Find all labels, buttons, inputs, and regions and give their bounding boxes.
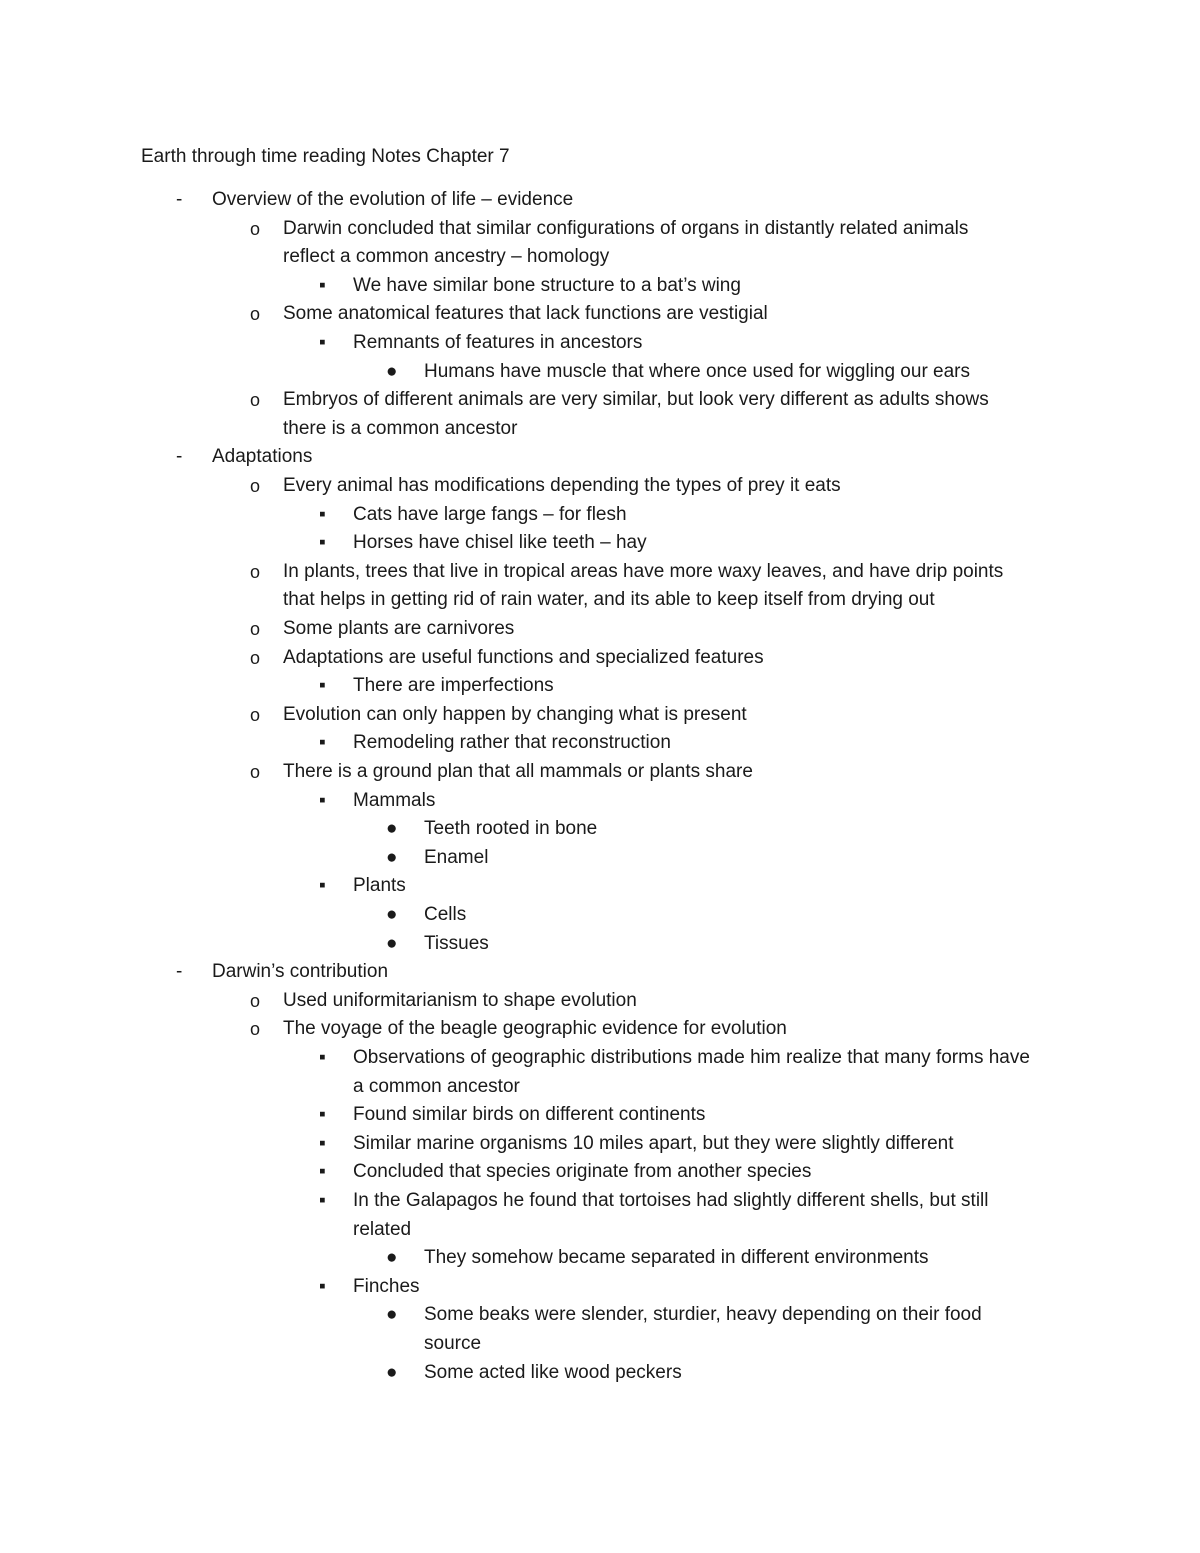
outline-text: Remodeling rather that reconstruction [353,732,671,754]
outline-text: Darwin concluded that similar configurations of organs in distantly related animals [283,217,969,239]
outline-item-level-4 [0,930,1200,958]
outline-text: Observations of geographic distributions made him realize that many forms have [353,1047,1030,1068]
outline-item-level-3 [0,787,1200,815]
outline-item-level-3 [0,1158,1200,1186]
outline-text: Enamel [424,846,489,868]
outline-text: The voyage of the beagle geographic evidence for evolution [283,1018,787,1040]
bullet-marker: ▪ [319,1047,326,1068]
outline-text: Concluded that species originate from another species [353,1161,812,1183]
outline-text: Remnants of features in ancestors [353,332,643,353]
outline-text: Found similar birds on different continents [353,1104,706,1126]
bullet-marker: - [176,961,183,983]
bullet-marker: o [250,390,261,411]
outline-text: Some anatomical features that lack functions are vestigial [283,303,768,325]
outline-text: source [424,1333,482,1354]
outline-item-level-3 [0,672,1200,700]
bullet-marker: o [250,561,261,582]
outline-line-continuation [0,415,1200,443]
bullet-marker: o [250,476,261,496]
outline-item-level-3 [0,872,1200,900]
outline-item-level-2 [0,644,1200,672]
outline-text: They somehow became separated in different environments [424,1247,929,1269]
bullet-marker: ▪ [319,789,326,811]
outline-item-level-4 [0,1359,1200,1387]
outline-text: Cells [424,904,467,925]
outline-text: Adaptations [212,446,313,468]
outline-text: Some acted like wood peckers [424,1361,682,1383]
outline-item-level-4 [0,1301,1200,1329]
outline-item-level-3 [0,1101,1200,1129]
outline-item-level-2 [0,558,1200,586]
bullet-marker: ▪ [319,732,326,754]
bullet-marker: ▪ [319,274,326,296]
bullet-marker: ● [386,1361,398,1383]
outline-item-level-2 [0,386,1200,414]
outline-item-level-2 [0,701,1200,729]
outline-item-level-2 [0,300,1200,328]
outline-item-level-4 [0,815,1200,843]
bullet-marker: ● [386,932,398,954]
outline-text: Evolution can only happen by changing what is present [283,703,747,725]
outline-item-level-3 [0,329,1200,357]
outline-item-level-2 [0,758,1200,786]
bullet-marker: ● [386,360,398,382]
outline-item-level-4 [0,358,1200,386]
outline-line-continuation [0,586,1200,614]
outline-item-level-2 [0,1015,1200,1043]
outline-text: Tissues [424,932,489,954]
outline-text: There is a ground plan that all mammals or plants share [283,761,753,782]
outline-item-level-3 [0,1273,1200,1301]
outline-line-continuation [0,1073,1200,1101]
outline-text: Teeth rooted in bone [424,818,598,840]
bullet-marker: o [250,762,261,782]
bullet-marker: ▪ [319,1275,326,1297]
outline-text: reflect a common ancestry – homology [283,246,610,268]
bullet-marker: o [250,218,261,239]
outline-item-level-3 [0,729,1200,757]
outline-text: Some plants are carnivores [283,618,515,639]
outline-text: Embryos of different animals are very similar, but look very different as adults shows [283,389,989,411]
outline-text: In the Galapagos he found that tortoises had slightly different shells, but still [353,1190,989,1211]
bullet-marker: ▪ [319,1190,326,1211]
outline-line-continuation [0,243,1200,271]
outline-text: Adaptations are useful functions and specialized features [283,646,764,668]
outline-text: Plants [353,875,406,897]
outline-item-level-3 [0,272,1200,300]
bullet-marker: o [250,619,261,639]
outline-text: Some beaks were slender, sturdier, heavy depending on their food [424,1304,982,1326]
outline-line-continuation [0,1216,1200,1244]
outline-item-level-3 [0,529,1200,557]
outline-item-level-3 [0,1130,1200,1158]
outline-item-level-2 [0,472,1200,500]
outline-text: that helps in getting rid of rain water, and its able to keep itself from drying out [283,589,935,611]
bullet-marker: ● [386,1247,398,1269]
outline-text: there is a common ancestor [283,417,518,439]
outline-text: We have similar bone structure to a bat’s wing [353,274,741,296]
outline-text: There are imperfections [353,675,554,697]
outline-line-continuation [0,1330,1200,1358]
outline-item-level-3 [0,501,1200,529]
outline-item-level-3 [0,1044,1200,1072]
outline-text: Overview of the evolution of life – evidence [212,189,574,210]
bullet-marker: ▪ [319,1104,326,1126]
bullet-marker: ▪ [319,503,326,525]
outline-item-level-4 [0,901,1200,929]
outline-text: Horses have chisel like teeth – hay [353,532,647,554]
bullet-marker: ● [386,818,398,840]
bullet-marker: ● [386,1304,398,1326]
outline-item-level-2 [0,215,1200,243]
bullet-marker: o [250,647,261,668]
outline-item-level-4 [0,1244,1200,1272]
outline-text: Darwin’s contribution [212,961,389,983]
bullet-marker: - [176,189,183,210]
outline-text: Humans have muscle that where once used for wiggling our ears [424,360,971,382]
document-title: Earth through time reading Notes Chapter 7 [141,146,510,167]
bullet-marker: ▪ [319,1161,326,1183]
bullet-marker: o [250,304,261,325]
outline-item-level-1 [0,186,1200,214]
bullet-marker: ▪ [319,532,326,554]
bullet-marker: ▪ [319,1132,326,1154]
bullet-marker: o [250,704,261,725]
bullet-marker: ● [386,904,398,925]
outline-text: Mammals [353,789,436,811]
outline-text: Cats have large fangs – for flesh [353,503,627,525]
outline-item-level-4 [0,844,1200,872]
bullet-marker: ● [386,846,398,868]
bullet-marker: ▪ [319,675,326,697]
outline-item-level-3 [0,1187,1200,1215]
outline-text: Similar marine organisms 10 miles apart, but they were slightly different [353,1132,954,1154]
outline-text: related [353,1218,412,1240]
outline-item-level-1 [0,958,1200,986]
outline-text: Used uniformitarianism to shape evolution [283,989,637,1011]
outline-item-level-2 [0,615,1200,643]
outline-text: Every animal has modifications depending the types of prey it eats [283,475,841,496]
bullet-marker: ▪ [319,332,326,353]
bullet-marker: ▪ [319,875,326,897]
outline-item-level-1 [0,443,1200,471]
outline-item-level-2 [0,987,1200,1015]
outline-text: In plants, trees that live in tropical areas have more waxy leaves, and have drip points [283,560,1004,582]
bullet-marker: - [176,446,183,468]
bullet-marker: o [250,990,261,1011]
outline-text: Finches [353,1275,420,1297]
outline-text: a common ancestor [353,1075,520,1097]
bullet-marker: o [250,1019,261,1040]
